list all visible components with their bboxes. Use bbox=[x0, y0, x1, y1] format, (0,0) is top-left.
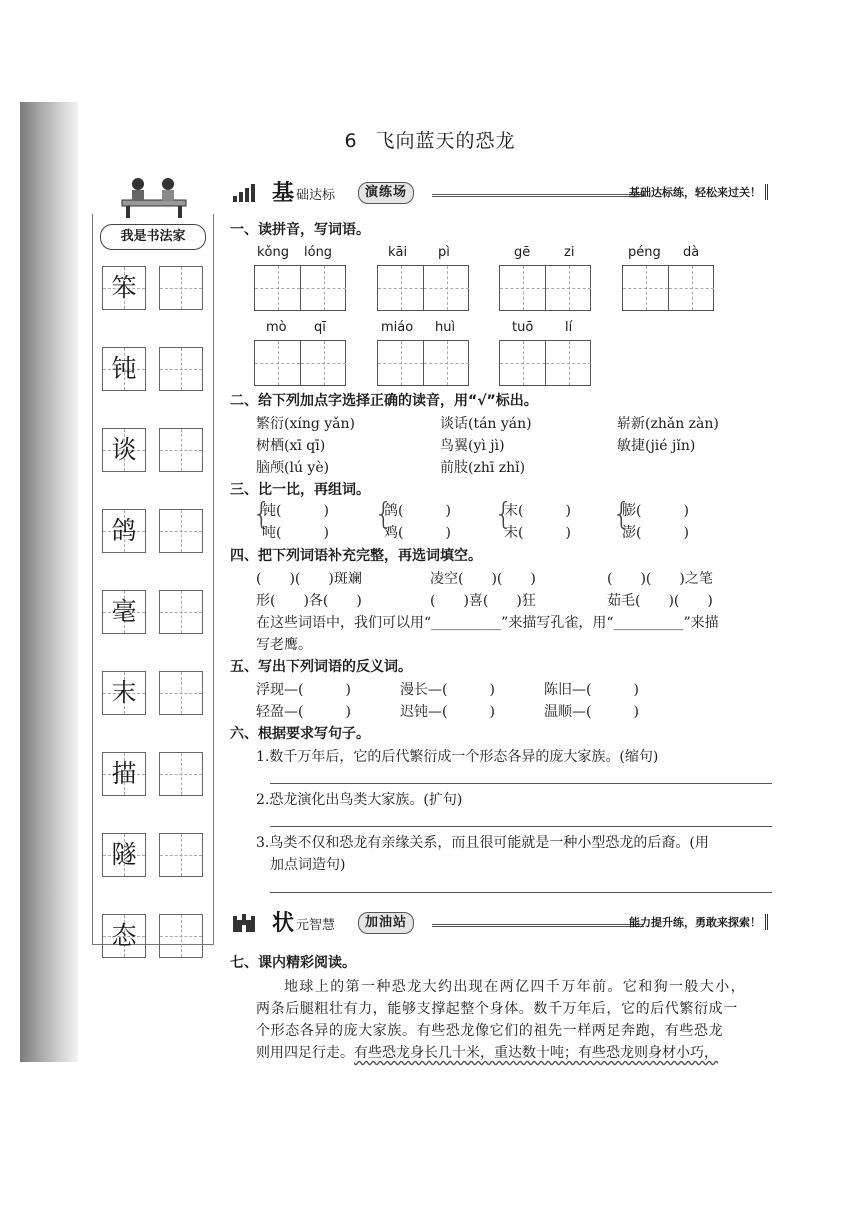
q5-item[interactable]: 陈旧—( ) bbox=[544, 682, 639, 698]
model-char-box bbox=[102, 671, 146, 715]
section-name: 元智慧 bbox=[296, 918, 336, 933]
section-advanced-header bbox=[232, 908, 772, 936]
practice-box[interactable] bbox=[159, 671, 203, 715]
practice-box[interactable] bbox=[159, 428, 203, 472]
lesson-title bbox=[0, 126, 860, 153]
q4-idiom[interactable]: ( )喜( )狂 bbox=[430, 593, 536, 609]
q2-item[interactable]: 繁衍(xíng yǎn) bbox=[256, 416, 355, 432]
q6-sentence-3: 3.鸟类不仅和恐龙有亲缘关系，而且很可能就是一种小型恐龙的后裔。(用 bbox=[256, 835, 709, 851]
pinyin: miáo bbox=[381, 320, 414, 335]
calligraphy-row bbox=[100, 827, 210, 908]
q4-fill-sentence-end: 写老鹰。 bbox=[256, 637, 312, 653]
pinyin: mò bbox=[266, 320, 287, 335]
q1-heading: 一、读拼音，写词语。 bbox=[230, 222, 370, 238]
q5-item[interactable]: 迟钝—( ) bbox=[400, 704, 495, 720]
q4-idiom[interactable]: ( )( )斑斓 bbox=[256, 571, 362, 587]
practice-box[interactable] bbox=[159, 752, 203, 796]
calligraphy-row bbox=[100, 584, 210, 665]
section-big-char: 基 bbox=[272, 181, 295, 206]
divider bbox=[432, 194, 644, 197]
model-char: 隧 bbox=[111, 840, 137, 869]
pinyin: zi bbox=[564, 245, 575, 260]
model-char: 描 bbox=[111, 759, 137, 788]
model-char: 笨 bbox=[111, 273, 137, 302]
model-char: 谈 bbox=[111, 435, 137, 464]
q7-heading: 七、课内精彩阅读。 bbox=[230, 955, 356, 971]
section-slogan: 基础达标练，轻松来过关！ bbox=[629, 184, 768, 200]
brace: { bbox=[494, 497, 514, 532]
q4-idiom[interactable]: 凌空( )( ) bbox=[430, 571, 536, 587]
q4-idiom[interactable]: 形( )各( ) bbox=[256, 593, 362, 609]
lesson-name: 飞向蓝天的恐龙 bbox=[375, 130, 516, 152]
write-grid[interactable] bbox=[499, 340, 591, 386]
model-char: 毫 bbox=[111, 597, 137, 626]
model-char: 钝 bbox=[111, 354, 137, 383]
pinyin: dà bbox=[683, 245, 700, 260]
pinyin: kǒng bbox=[257, 245, 289, 260]
reading-text: 则用四足行走。 bbox=[256, 1045, 354, 1061]
answer-line[interactable] bbox=[270, 892, 772, 893]
section-name: 础达标 bbox=[296, 188, 336, 203]
answer-line[interactable] bbox=[270, 783, 772, 784]
model-char-box bbox=[102, 428, 146, 472]
model-char: 态 bbox=[111, 921, 137, 950]
calligraphy-heading: 我是书法家 bbox=[100, 224, 206, 250]
q2-item[interactable]: 崭新(zhǎn zàn) bbox=[617, 416, 719, 432]
q5-item[interactable]: 温顺—( ) bbox=[544, 704, 639, 720]
pinyin: qī bbox=[314, 320, 326, 335]
calligraphy-row bbox=[100, 746, 210, 827]
q6-sentence-1: 1.数千万年后，它的后代繁衍成一个形态各异的庞大家族。(缩句) bbox=[256, 749, 659, 765]
pinyin: pì bbox=[438, 245, 450, 260]
calligraphy-row bbox=[100, 665, 210, 746]
section-badge: 演练场 bbox=[358, 182, 414, 204]
model-char-box bbox=[102, 266, 146, 310]
answer-line[interactable] bbox=[270, 826, 772, 827]
section-basic-header bbox=[232, 178, 772, 206]
q2-item[interactable]: 鸟翼(yì jì) bbox=[440, 438, 505, 454]
pinyin: lóng bbox=[304, 245, 333, 260]
q3-word[interactable]: 末( ) bbox=[504, 503, 571, 519]
section-badge: 加油站 bbox=[358, 912, 414, 934]
q3-heading: 三、比一比，再组词。 bbox=[230, 482, 370, 498]
write-grid[interactable] bbox=[254, 265, 346, 311]
reading-line bbox=[256, 1042, 718, 1062]
pinyin: gē bbox=[514, 245, 531, 260]
brace: { bbox=[612, 497, 632, 532]
practice-box[interactable] bbox=[159, 509, 203, 553]
q5-item[interactable]: 漫长—( ) bbox=[400, 682, 495, 698]
pinyin: huì bbox=[435, 320, 456, 335]
practice-box[interactable] bbox=[159, 347, 203, 391]
model-char-box bbox=[102, 833, 146, 877]
q6-heading: 六、根据要求写句子。 bbox=[230, 726, 370, 742]
binding-shadow bbox=[20, 102, 78, 1062]
q2-item[interactable]: 脑颅(lú yè) bbox=[256, 460, 330, 476]
model-char-box bbox=[102, 914, 146, 958]
q5-item[interactable]: 轻盈—( ) bbox=[256, 704, 351, 720]
q3-word[interactable]: 未( ) bbox=[504, 525, 571, 541]
q3-word[interactable]: 鸡( ) bbox=[384, 525, 451, 541]
model-char-box bbox=[102, 590, 146, 634]
calligraphy-row bbox=[100, 260, 210, 341]
q4-idiom[interactable]: 茹毛( )( ) bbox=[607, 593, 713, 609]
calligraphy-row bbox=[100, 422, 210, 503]
reading-line: 两条后腿粗壮有力，能够支撑起整个身体。数千万年后，它的后代繁衍成一 bbox=[256, 1001, 738, 1017]
write-grid[interactable] bbox=[254, 340, 346, 386]
calligraphy-row bbox=[100, 341, 210, 422]
q2-item[interactable]: 前肢(zhī zhǐ) bbox=[440, 460, 526, 476]
calligraphy-row bbox=[100, 908, 210, 989]
brace: { bbox=[374, 497, 394, 532]
calligraphy-list bbox=[100, 260, 210, 989]
q4-idiom[interactable]: ( )( )之笔 bbox=[607, 571, 713, 587]
write-grid[interactable] bbox=[377, 340, 469, 386]
q3-word[interactable]: 鸽( ) bbox=[384, 503, 451, 519]
divider bbox=[432, 924, 644, 927]
section-slogan: 能力提升练，勇敢来探索！ bbox=[629, 914, 768, 930]
model-char-box bbox=[102, 347, 146, 391]
reading-line: 个形态各异的庞大家族。有些恐龙像它们的祖先一样两足奔跑，有些恐龙 bbox=[256, 1023, 724, 1039]
reading-line: 地球上的第一种恐龙大约出现在两亿四千万年前。它和狗一般大小， bbox=[284, 979, 746, 995]
pinyin: lí bbox=[565, 320, 573, 335]
castle-icon bbox=[232, 914, 256, 932]
write-grid[interactable] bbox=[499, 265, 591, 311]
q6-sentence-2: 2.恐龙演化出鸟类大家族。(扩句) bbox=[256, 792, 463, 808]
q4-fill-sentence[interactable]: 在这些词语中，我们可以用“__________”来描写孔雀，用“__________”来描 bbox=[256, 615, 719, 631]
model-char: 鸽 bbox=[111, 516, 137, 545]
model-char-box bbox=[102, 509, 146, 553]
q5-item[interactable]: 浮现—( ) bbox=[256, 682, 351, 698]
q2-item[interactable]: 树栖(xī qī) bbox=[256, 438, 326, 454]
practice-box[interactable] bbox=[159, 914, 203, 958]
practice-box[interactable] bbox=[159, 833, 203, 877]
pinyin: tuō bbox=[512, 320, 534, 335]
brace: { bbox=[252, 497, 272, 532]
write-grid[interactable] bbox=[622, 265, 714, 311]
write-grid[interactable] bbox=[377, 265, 469, 311]
q4-heading: 四、把下列词语补充完整，再选词填空。 bbox=[230, 548, 482, 564]
q3-word[interactable]: 澎( ) bbox=[622, 525, 689, 541]
q2-item[interactable]: 敏捷(jié jǐn) bbox=[617, 438, 696, 454]
q3-word[interactable]: 膨( ) bbox=[622, 503, 689, 519]
signal-bars-icon bbox=[232, 184, 256, 202]
q6-sentence-3-end: 加点词造句) bbox=[270, 857, 346, 873]
calligraphy-row bbox=[100, 503, 210, 584]
model-char-box bbox=[102, 752, 146, 796]
practice-box[interactable] bbox=[159, 590, 203, 634]
q2-heading: 二、给下列加点字选择正确的读音，用“√”标出。 bbox=[230, 393, 538, 409]
q3-word[interactable]: 钝( ) bbox=[262, 503, 329, 519]
section-big-char: 状 bbox=[272, 911, 295, 936]
practice-box[interactable] bbox=[159, 266, 203, 310]
q3-word[interactable]: 吨( ) bbox=[262, 525, 329, 541]
pinyin: péng bbox=[628, 245, 661, 260]
q2-item[interactable]: 谈话(tán yán) bbox=[440, 416, 532, 432]
students-writing-icon bbox=[118, 176, 190, 218]
model-char: 末 bbox=[111, 678, 137, 707]
lesson-number: 6 bbox=[344, 130, 358, 152]
pinyin: kāi bbox=[388, 245, 408, 260]
reading-underlined-text: 有些恐龙身长几十米，重达数十吨；有些恐龙则身材小巧， bbox=[354, 1045, 718, 1061]
q5-heading: 五、写出下列词语的反义词。 bbox=[230, 659, 412, 675]
